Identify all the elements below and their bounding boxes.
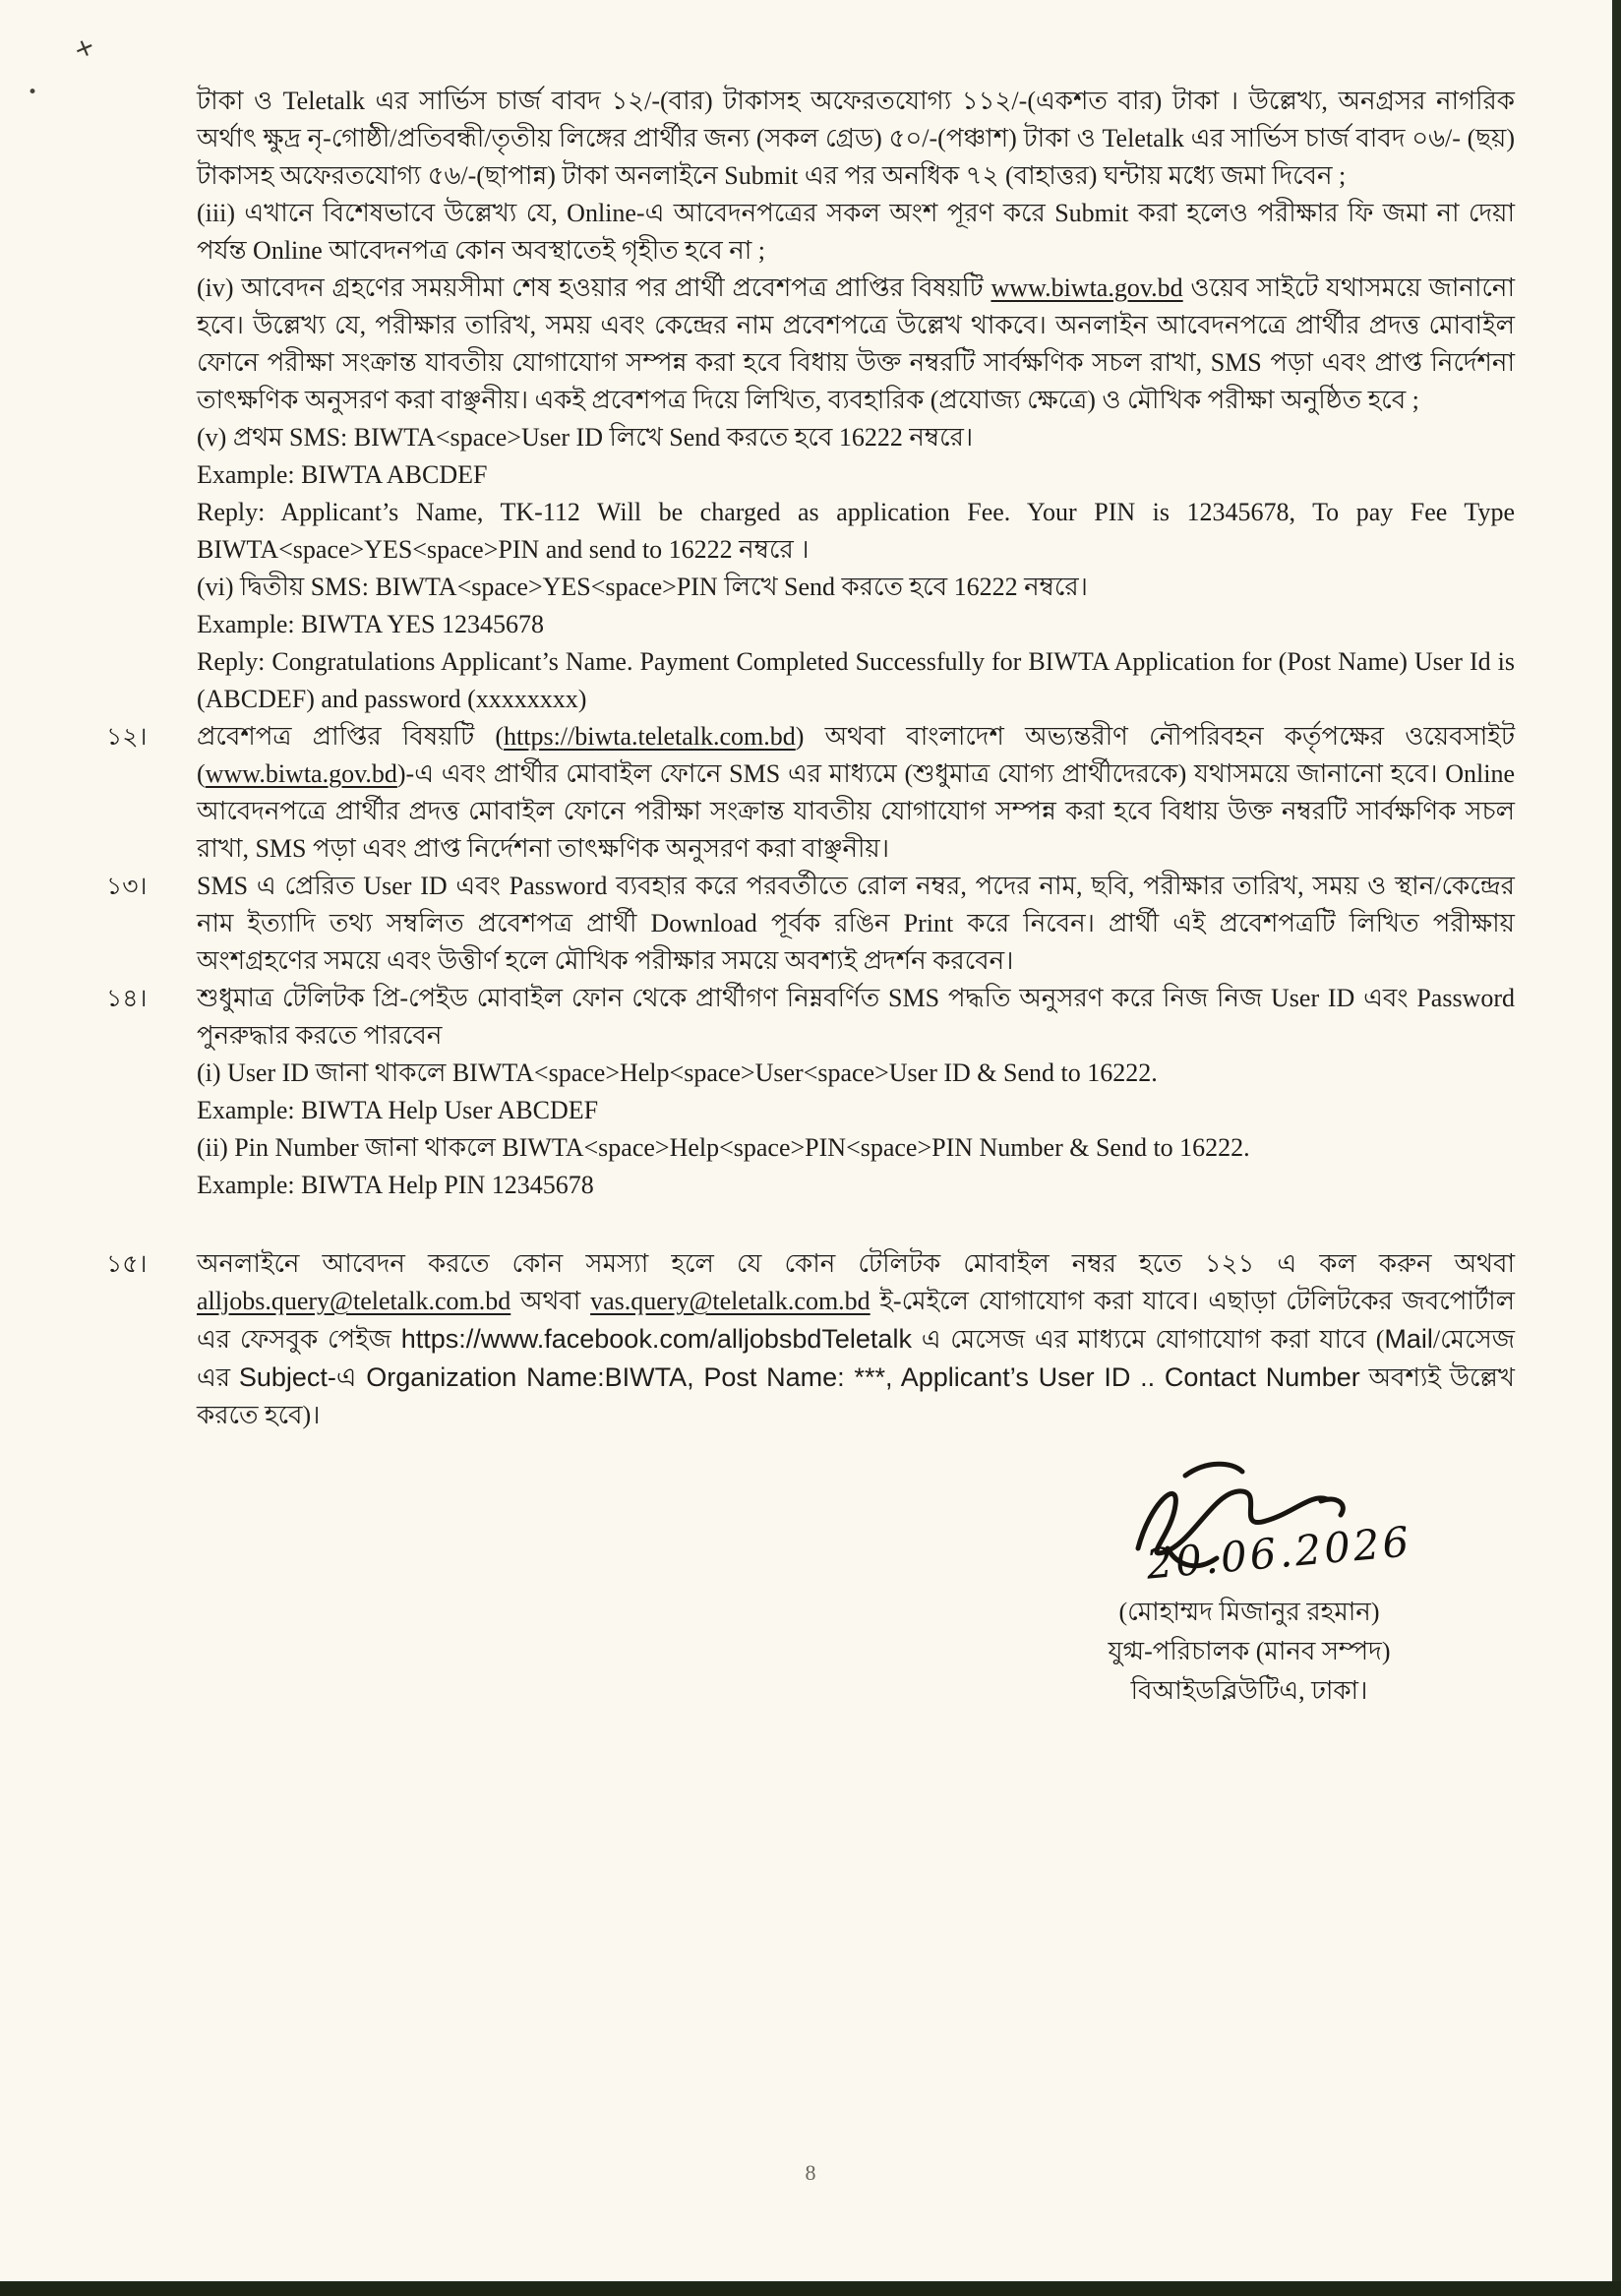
biwta-gov-link[interactable]: www.biwta.gov.bd: [991, 273, 1183, 302]
example-second-sms: Example: BIWTA YES 12345678: [197, 610, 544, 638]
alljobs-query-email-link[interactable]: alljobs.query@teletalk.com.bd: [197, 1287, 511, 1315]
item-13: [106, 868, 1515, 980]
signatory-name: (মোহাম্মদ মিজানুর রহমান): [1118, 1598, 1380, 1626]
clause-iii: (iii) এখানে বিশেষভাবে উল্লেখ্য যে, Online-এ আবেদনপত্রের সকল অংশ পূরণ করে Submit করা হলেও পরীক্ষার ফি জমা না দেয়া পর্যন্ত Online আবেদনপত্র কোন অবস্থাতেই গৃহীত হবে না ;: [197, 199, 1515, 265]
pen-mark-dot: •: [28, 83, 38, 102]
item-14-sub-i: (i) User ID জানা থাকলে BIWTA<space>Help<space>User<space>User ID & Send to 16222.: [197, 1058, 1158, 1087]
biwta-teletalk-link[interactable]: https://biwta.teletalk.com.bd: [504, 722, 796, 751]
item-12: [106, 718, 1516, 868]
example-first-sms: Example: BIWTA ABCDEF: [197, 460, 488, 489]
item-14-example-i: Example: BIWTA Help User ABCDEF: [197, 1096, 599, 1124]
item-12-number: ১২।: [106, 724, 148, 751]
item-15-text-pre: অনলাইনে আবেদন করতে কোন সমস্যা হলে যে কোন টেলিটক মোবাইল নম্বর হতে ১২১ এ কল করুন অথবা: [197, 1249, 1515, 1278]
item-12-text-post: )-এ এবং প্রার্থীর মোবাইল ফোনে SMS এর মাধ্যমে (শুধুমাত্র যোগ্য প্রার্থীদেরকে) যথাসময়ে জানানো হবে। Online আবেদনপত্রে প্রার্থীর প্রদত্ত মোবাইল ফোনে পরীক্ষা সংক্রান্ত যাবতীয় যোগাযোগ সম্পন্ন করা হবে বিধায় উক্ত নম্বরটি সার্বক্ষণিক সচল রাখা, SMS পড়া এবং প্রাপ্ত নির্দেশনা তাৎক্ষণিক অনুসরণ করা বাঞ্ছনীয়।: [197, 759, 1515, 863]
pen-mark-cross: ✕: [70, 34, 97, 65]
scan-edge-right: [1612, 0, 1621, 2296]
item-14: [106, 980, 1515, 1204]
clause-iv-text-post: ওয়েব সাইটে যথাসময়ে জানানো হবে। উল্লেখ্য যে, পরীক্ষার তারিখ, সময় এবং কেন্দ্রের নাম প্রবেশপত্রে উল্লেখ থাকবে। অনলাইন আবেদনপত্রে প্রার্থীর প্রদত্ত মোবাইল ফোনে পরীক্ষা সংক্রান্ত যাবতীয় যোগাযোগ সম্পন্ন করা হবে বিধায় উক্ত নম্বরটি সার্বক্ষণিক সচল রাখা, SMS পড়া এবং প্রাপ্ত নির্দেশনা তাৎক্ষণিক অনুসরণ করা বাঞ্ছনীয়। একই প্রবেশপত্র দিয়ে লিখিত, ব্যবহারিক (প্রযোজ্য ক্ষেত্রে) ও মৌখিক পরীক্ষা অনুষ্ঠিত হবে ;: [197, 273, 1515, 414]
handwritten-date: 20.06.2026: [1144, 1517, 1414, 1589]
item-14-sub-ii: (ii) Pin Number জানা থাকলে BIWTA<space>Help<space>PIN<space>PIN Number & Send to 16222.: [197, 1133, 1250, 1162]
item-15-number: ১৫।: [106, 1251, 148, 1278]
item-12-text-mid: ) অথবা বাংলাদেশ অভ্যন্তরীণ নৌপরিবহন কর্তৃপক্ষের ওয়েবসাইট (: [197, 722, 1516, 788]
fee-continuation-paragraph: টাকা ও Teletalk এর সার্ভিস চার্জ বাবদ ১২/-(বার) টাকাসহ অফেরতযোগ্য ১১২/-(একশত বার) টাকা । উল্লেখ্য, অনগ্রসর নাগরিক অর্থাৎ ক্ষুদ্র নৃ-গোষ্ঠী/প্রতিবন্ধী/তৃতীয় লিঙ্গের প্রার্থীর জন্য (সকল গ্রেড) ৫০/-(পঞ্চাশ) টাকা ও Teletalk এর সার্ভিস চার্জ বাবদ ০৬/- (ছয়) টাকাসহ অফেরতযোগ্য ৫৬/-(ছাপান্ন) টাকা অনলাইনে Submit এর পর অনধিক ৭২ (বাহাত্তর) ঘন্টায় মধ্যে জমা দিবেন ;: [197, 87, 1515, 190]
item-15-text-mid3: এ মেসেজ এর মাধ্যমে যোগাযোগ করা যাবে (: [911, 1325, 1385, 1354]
item-13-text: SMS এ প্রেরিত User ID এবং Password ব্যবহার করে পরবর্তীতে রোল নম্বর, পদের নাম, ছবি, পরীক্ষার তারিখ, সময় ও স্থান/কেন্দ্রের নাম ইত্যাদি তথ্য সম্বলিত প্রবেশপত্র প্রার্থী Download পূর্বক রঙিন Print করে নিবেন। প্রার্থী এই প্রবেশপত্রটি লিখিত পরীক্ষায় অংশগ্রহণের সময়ে এবং উত্তীর্ণ হলে মৌখিক পরীক্ষার সময়ে অবশ্যই প্রদর্শন করবেন।: [197, 872, 1515, 975]
clause-iv: [197, 270, 1515, 419]
document-body: [106, 83, 1516, 1739]
signature-block: [1013, 1464, 1485, 1739]
item-14-number: ১৪।: [106, 986, 148, 1012]
reply-second-sms: Reply: Congratulations Applicant’s Name. Payment Completed Successfully for BIWTA Application for (Post Name) User Id is (ABCDEF) and password (xxxxxxxx): [197, 647, 1515, 713]
mail-word: Mail: [1384, 1324, 1433, 1354]
vas-query-email-link[interactable]: vas.query@teletalk.com.bd: [590, 1287, 871, 1315]
clause-v: (v) প্রথম SMS: BIWTA<space>User ID লিখে Send করতে হবে 16222 নম্বরে।: [197, 423, 974, 452]
biwta-gov-link-2[interactable]: www.biwta.gov.bd: [205, 759, 397, 788]
scan-edge-bottom: [0, 2281, 1621, 2296]
spacer: [197, 1204, 1515, 1245]
item-15: [106, 1245, 1515, 1434]
item-15-text-mid2: ই-মেইলে যোগাযোগ করা যাবে। এছাড়া টেলিটকের জবপোর্টাল এর ফেসবুক পেইজ: [197, 1287, 1515, 1354]
item-13-number: ১৩।: [106, 874, 148, 900]
reply-first-sms: Reply: Applicant’s Name, TK-112 Will be charged as application Fee. Your PIN is 12345678, To pay Fee Type BIWTA<space>YES<space>PIN and send to 16222 নম্বরে ।: [197, 498, 1515, 564]
clause-vi: (vi) দ্বিতীয় SMS: BIWTA<space>YES<space>PIN লিখে Send করতে হবে 16222 নম্বরে।: [197, 573, 1088, 601]
item-15-text-mid1: অথবা: [510, 1287, 591, 1315]
item-12-text-pre: প্রবেশপত্র প্রাপ্তির বিষয়টি (: [197, 722, 504, 751]
page-number: 8: [805, 2160, 816, 2185]
subject-instruction: Subject-এ Organization Name:BIWTA, Post Name: ***, Applicant’s User ID .. Contact Number: [238, 1362, 1360, 1392]
signatory-title: যুগ্ম-পরিচালক (মানব সম্পদ): [1108, 1637, 1391, 1665]
item-15-text-mid4: /মেসেজ এর: [197, 1325, 1515, 1392]
signatory-organization: বিআইডব্লিউটিএ, ঢাকা।: [1130, 1676, 1368, 1705]
clause-iv-text-pre: (iv) আবেদন গ্রহণের সময়সীমা শেষ হওয়ার পর প্রার্থী প্রবেশপত্র প্রাপ্তির বিষয়টি: [197, 273, 991, 302]
item-15-text-post: অবশ্যই উল্লেখ করতে হবে)।: [197, 1363, 1515, 1429]
item-14-text: শুধুমাত্র টেলিটক প্রি-পেইড মোবাইল ফোন থেকে প্রার্থীগণ নিম্নবর্ণিত SMS পদ্ধতি অনুসরণ করে নিজ নিজ User ID এবং Password পুনরুদ্ধার করতে পারবেন: [197, 984, 1515, 1050]
item-14-example-ii: Example: BIWTA Help PIN 12345678: [197, 1171, 594, 1199]
facebook-page-link[interactable]: https://www.facebook.com/alljobsbdTeletalk: [400, 1324, 912, 1354]
